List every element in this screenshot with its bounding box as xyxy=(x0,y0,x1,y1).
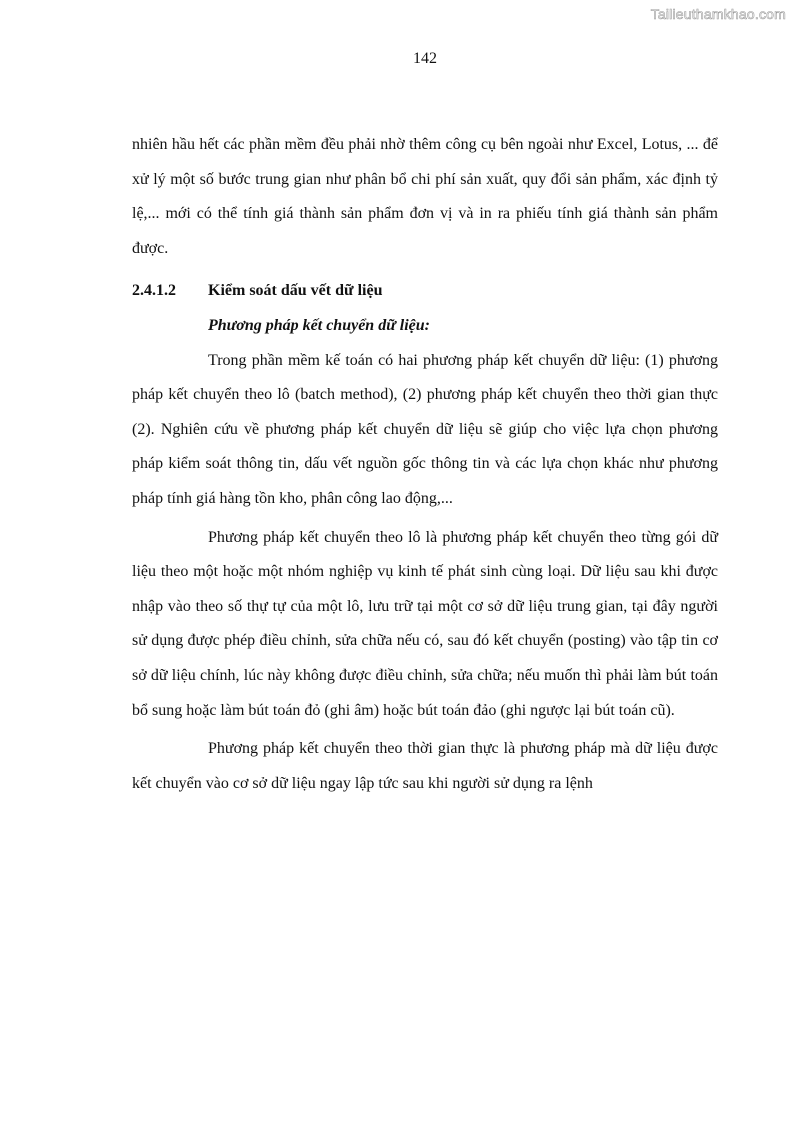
paragraph-methods-intro: Trong phần mềm kế toán có hai phương pháp kết chuyển dữ liệu: (1) phương pháp kết chuyển theo lô (batch method), (2) phương pháp kết chuyển theo thời gian thực (2). Nghiên cứu về phương pháp kết chuyển dữ liệu sẽ giúp cho việc lựa chọn phương pháp kiểm soát thông tin, dấu vết nguồn gốc thông tin và các lựa chọn khác như phương pháp tính giá hàng tồn kho, phân công lao động,... xyxy=(132,351,718,507)
paragraph-batch-method: Phương pháp kết chuyển theo lô là phương pháp kết chuyển theo từng gói dữ liệu theo một hoặc một nhóm nghiệp vụ kinh tế phát sinh cùng loại. Dữ liệu sau khi được nhập vào theo số thự tự của một lô, lưu trữ tại một cơ sở dữ liệu trung gian, tại đây người sử dụng được phép điều chỉnh, sửa chữa nếu có, sau đó kết chuyển (posting) vào tập tin cơ sở dữ liệu chính, lúc này không được điều chỉnh, sửa chữa; nếu muốn thì phải làm bút toán bổ sung hoặc làm bút toán đỏ (ghi âm) hoặc bút toán đảo (ghi ngược lại bút toán cũ). xyxy=(132,528,718,719)
section-heading xyxy=(132,274,718,309)
watermark-text: Tailieuthamkhao.com xyxy=(650,6,786,22)
paragraph-realtime-method: Phương pháp kết chuyển theo thời gian thực là phương pháp mà dữ liệu được kết chuyển vào cơ sở dữ liệu ngay lập tức sau khi người sử dụng ra lệnh xyxy=(132,740,718,792)
paragraph-continuation: nhiên hầu hết các phần mềm đều phải nhờ thêm công cụ bên ngoài như Excel, Lotus, ... để xử lý một số bước trung gian như phân bổ chi phí sản xuất, quy đổi sản phẩm, xác định tỷ lệ,... mới có thể tính giá thành sản phẩm đơn vị và in ra phiếu tính giá thành sản phẩm được. xyxy=(132,136,718,257)
section-number: 2.4.1.2 xyxy=(132,282,176,300)
document-body xyxy=(132,128,718,801)
section-subtitle: Phương pháp kết chuyển dữ liệu: xyxy=(208,316,430,334)
page-number: 142 xyxy=(413,50,437,67)
section-title: Kiểm soát dấu vết dữ liệu xyxy=(208,282,383,300)
